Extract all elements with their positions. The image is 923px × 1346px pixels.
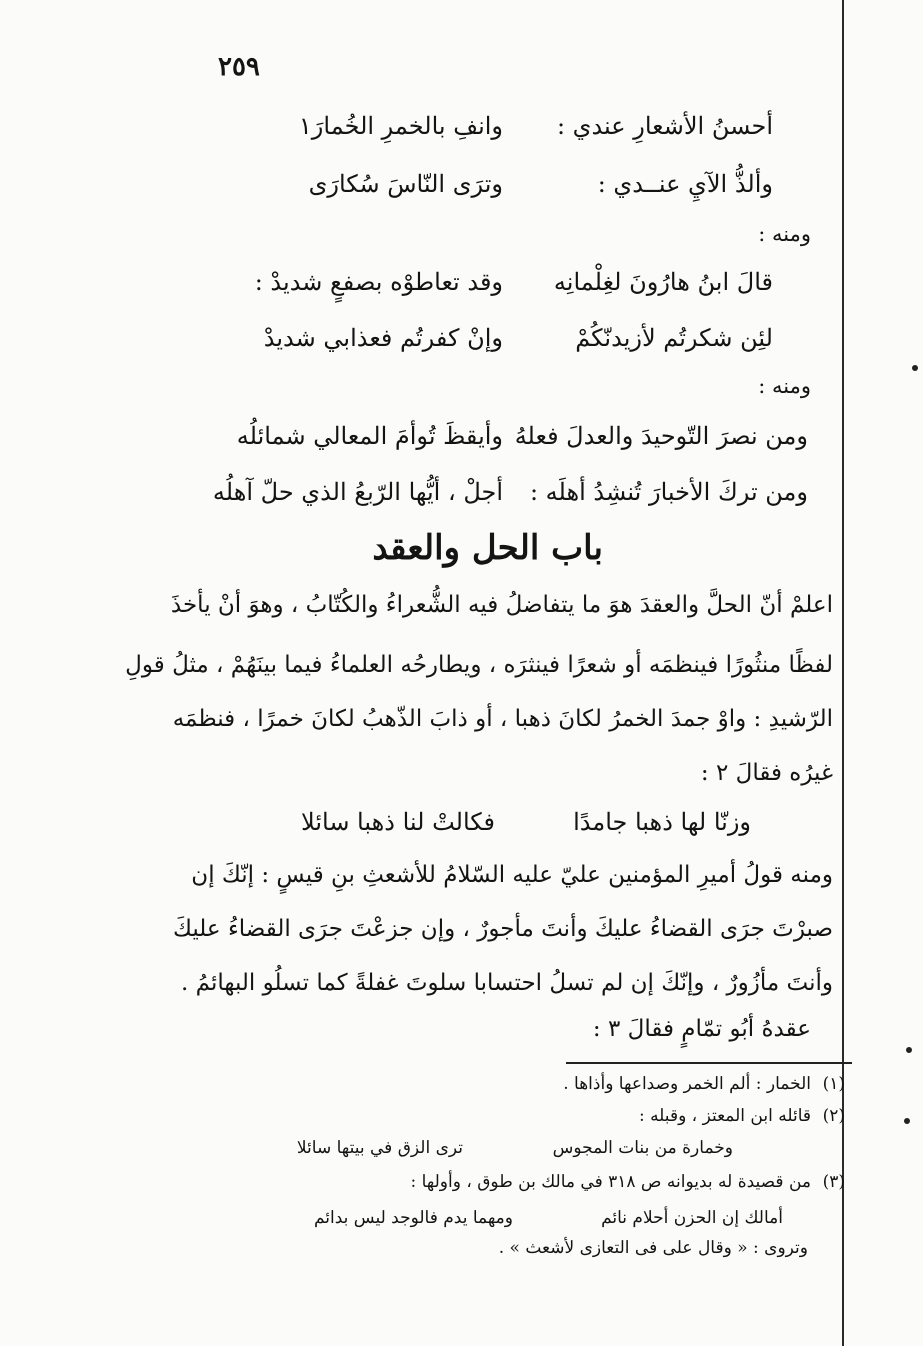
verse-hemistich-right: وزنّا لها ذهبا جامدًا <box>573 808 751 836</box>
prose-line: عقدهُ أبُو تمّامٍ فقالَ ٣ : <box>592 1016 811 1042</box>
verse-hemistich-left: وترَى النّاسَ سُكارَى <box>308 170 503 198</box>
footnote-verse-right: أمالك إن الحزن أحلام نائم <box>601 1208 783 1228</box>
page-number: ٢٥٩ <box>218 52 260 82</box>
footnote-number: (٣) <box>822 1172 845 1192</box>
section-heading: باب الحل والعقد <box>372 528 603 568</box>
verse-hemistich-left: وانفِ بالخمرِ الخُمارَ١ <box>298 112 503 140</box>
margin-mark <box>906 1047 912 1053</box>
footnote-text: الخمار : ألم الخمر وصداعها وأذاها . <box>563 1074 811 1094</box>
prose-line: ومنه قولُ أميرِ المؤمنين عليّ عليه السّلامُ للأشعثِ بنِ قيسٍ : إنّكَ إن <box>191 862 833 888</box>
prose-line: غيرُه فقالَ ٢ : <box>700 760 833 786</box>
prose-line: الرّشيدِ : واوْ جمدَ الخمرُ لكانَ ذهبا ، أو ذابَ الذّهبُ لكانَ خمرًا ، فنظمَه <box>172 706 833 732</box>
footnote-verse-left: ترى الزق في بيتها سائلا <box>296 1138 463 1158</box>
section-label: ومنه : <box>758 374 811 398</box>
prose-line: وأنتَ مأزُورٌ ، وإنّكَ إن لم تسلُ احتسابا سلوتَ غفلةً كما تسلُو البهائمُ . <box>181 970 833 996</box>
verse-hemistich-right: وألذُّ الآيِ عنــدي : <box>597 170 773 198</box>
verse-hemistich-right: لئِن شكرتُم لأزيدنّكُمْ <box>575 324 773 352</box>
footnote-number: (١) <box>822 1074 845 1094</box>
verse-hemistich-right: قالَ ابنُ هارُونَ لغِلْمانِه <box>553 268 773 296</box>
verse-hemistich-left: وقد تعاطوْه بصفعٍ شديدْ : <box>254 268 503 296</box>
verse-hemistich-right: أحسنُ الأشعارِ عندي : <box>556 112 773 140</box>
verse-hemistich-left: وإنْ كفرتُم فعذابي شديدْ <box>263 324 503 352</box>
footnote-text: قائله ابن المعتز ، وقبله : <box>638 1106 811 1126</box>
verse-hemistich-right: ومن نصرَ التّوحيدَ والعدلَ فعلهُ <box>514 422 808 450</box>
verse-hemistich-left: أجلْ ، أيُّها الرّبعُ الذي حلّ آهلُه <box>212 478 503 506</box>
footnote-text: من قصيدة له بديوانه ص ٣١٨ في مالك بن طوق ، وأولها : <box>410 1172 811 1192</box>
prose-line: اعلمْ أنّ الحلَّ والعقدَ هوَ ما يتفاضلُ فيه الشُّعراءُ والكُتّابُ ، وهوَ أنْ يأخذَ <box>170 592 833 618</box>
footnote-divider <box>566 1062 852 1064</box>
footnote-note: وتروى : « وقال على فى التعازى لأشعث » . <box>498 1238 808 1258</box>
verse-hemistich-right: ومن تركَ الأخبارَ تُنشِدُ أهلَه : <box>529 478 808 506</box>
footnote-verse-right: وخمارة من بنات المجوس <box>552 1138 733 1158</box>
margin-mark <box>904 1118 910 1124</box>
margin-mark <box>912 365 918 371</box>
prose-line: لفظًا منثُورًا فينظمَه أو شعرًا فينثرَه ، ويطارحُه العلماءُ فيما بينَهُمْ ، مثلُ قولِ <box>125 652 833 678</box>
page-edge-rule <box>842 0 844 1346</box>
section-label: ومنه : <box>758 222 811 246</box>
footnote-verse-left: ومهما يدم فالوجد ليس بدائم <box>313 1208 513 1228</box>
verse-hemistich-left: وأيقظَ تُوأمَ المعالي شمائلُه <box>236 422 503 450</box>
verse-hemistich-left: فكالتْ لنا ذهبا سائلا <box>301 808 495 836</box>
prose-line: صبرْتَ جرَى القضاءُ عليكَ وأنتَ مأجورٌ ، وإن جزعْتَ جرَى القضاءُ عليكَ <box>172 916 833 942</box>
footnote-number: (٢) <box>822 1106 845 1126</box>
